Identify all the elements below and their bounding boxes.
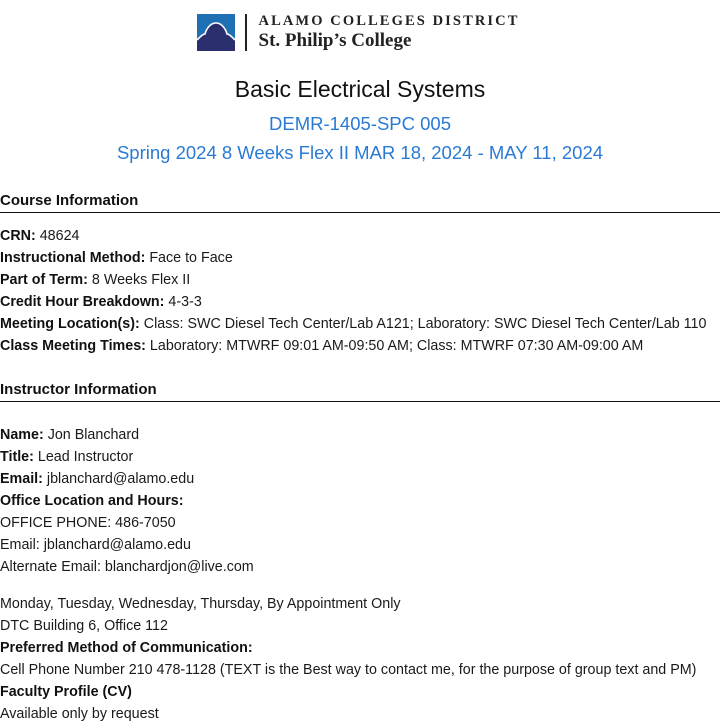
faculty-profile-value: Available only by request	[0, 706, 159, 722]
office-location: DTC Building 6, Office 112	[0, 618, 168, 634]
field-label: Office Location and Hours:	[0, 493, 184, 509]
field-value: 4-3-3	[168, 294, 202, 310]
instructional-method-row	[0, 249, 233, 267]
instructor-name-row	[0, 426, 139, 444]
field-label: Preferred Method of Communication:	[0, 640, 253, 656]
field-label: Part of Term:	[0, 272, 88, 288]
field-value: Class: SWC Diesel Tech Center/Lab A121; Laboratory: SWC Diesel Tech Center/Lab 110	[143, 316, 707, 332]
field-label: Meeting Location(s):	[0, 316, 140, 332]
part-of-term-row	[0, 271, 190, 289]
logo-college-name: St. Philip’s College	[258, 30, 412, 51]
field-label: CRN:	[0, 228, 36, 244]
logo-divider	[245, 14, 247, 51]
field-label: Email:	[0, 471, 43, 487]
logo-district-name: ALAMO COLLEGES DISTRICT	[258, 13, 520, 29]
office-hours-label-row	[0, 492, 184, 510]
preferred-communication-label-row	[0, 639, 253, 657]
faculty-profile-label-row	[0, 683, 132, 701]
field-value: 48624	[39, 228, 80, 244]
field-label: Faculty Profile (CV)	[0, 684, 132, 700]
instructor-info-heading: Instructor Information	[0, 381, 720, 402]
course-info-heading: Course Information	[0, 192, 720, 213]
field-label: Instructional Method:	[0, 250, 146, 266]
alternate-email-line: Alternate Email: blanchardjon@live.com	[0, 559, 254, 575]
field-value: Laboratory: MTWRF 09:01 AM-09:50 AM; Class: MTWRF 07:30 AM-09:00 AM	[149, 338, 644, 354]
field-label: Name:	[0, 427, 44, 443]
field-value: Face to Face	[149, 250, 233, 266]
field-value: 8 Weeks Flex II	[91, 272, 191, 288]
course-code: DEMR-1405-SPC 005	[269, 113, 451, 134]
instructor-email[interactable]: jblanchard@alamo.edu	[46, 471, 195, 487]
instructor-title-row	[0, 448, 133, 466]
credit-hour-row	[0, 293, 202, 311]
course-term: Spring 2024 8 Weeks Flex II MAR 18, 2024 - MAY 11, 2024	[116, 142, 604, 163]
office-phone-line: OFFICE PHONE: 486-7050	[0, 515, 176, 531]
course-title: Basic Electrical Systems	[234, 76, 486, 102]
instructor-email-row	[0, 470, 194, 488]
alamo-mission-logo-icon	[197, 14, 235, 51]
college-logo	[197, 13, 520, 51]
preferred-communication-value: Cell Phone Number 210 478-1128 (TEXT is the Best way to contact me, for the purpose of group text and PM)	[0, 662, 697, 678]
field-label: Title:	[0, 449, 34, 465]
meeting-location-row	[0, 315, 706, 333]
field-label: Credit Hour Breakdown:	[0, 294, 165, 310]
field-label: Class Meeting Times:	[0, 338, 146, 354]
office-email-line: Email: jblanchard@alamo.edu	[0, 537, 191, 553]
meeting-times-row	[0, 337, 643, 355]
instructor-name: Jon Blanchard	[47, 427, 140, 443]
crn-row	[0, 227, 80, 245]
instructor-title: Lead Instructor	[37, 449, 134, 465]
office-hours-days: Monday, Tuesday, Wednesday, Thursday, By Appointment Only	[0, 596, 401, 612]
